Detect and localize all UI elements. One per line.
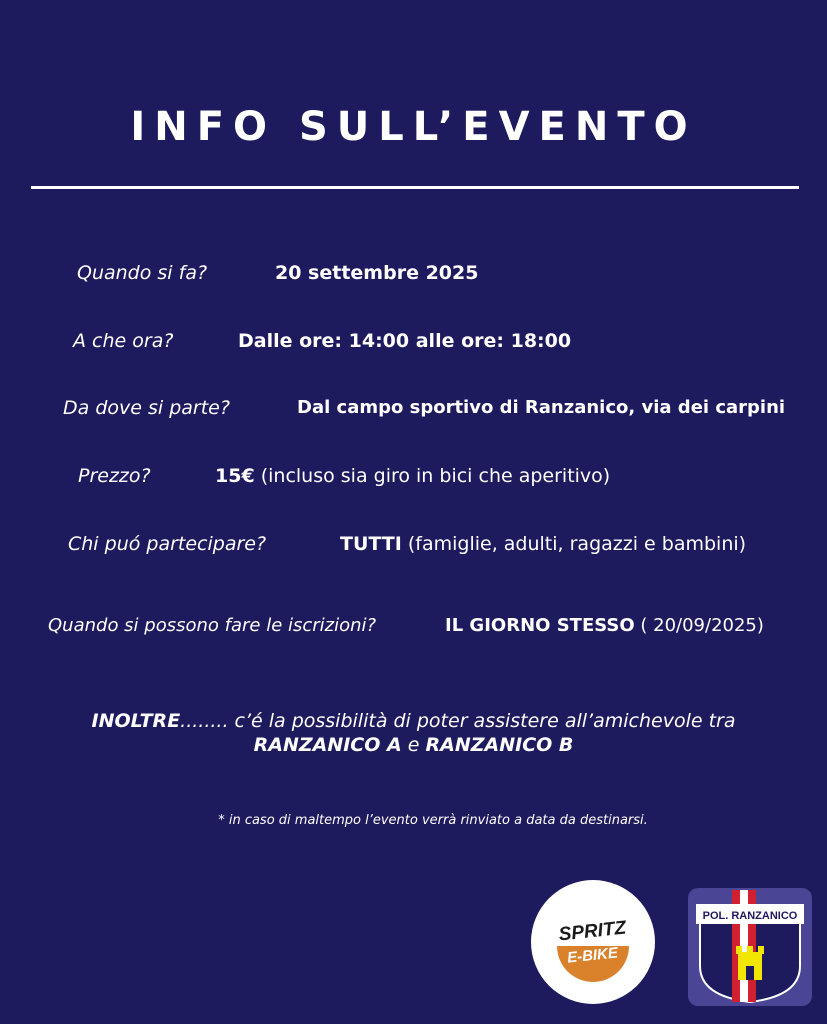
pol-ranzanico-crest bbox=[688, 888, 812, 1006]
title-divider bbox=[31, 186, 799, 189]
answer-price-bold: 15€ bbox=[215, 465, 255, 487]
answer-when bbox=[275, 262, 478, 284]
spritz-ebike-logo bbox=[531, 880, 655, 1004]
question-registration: Quando si possono fare le iscrizioni? bbox=[48, 615, 377, 636]
crest-text: POL. RANZANICO bbox=[702, 910, 798, 922]
answer-time-bold: Dalle ore: 14:00 alle ore: 18:00 bbox=[238, 330, 572, 352]
answer-who bbox=[340, 533, 746, 555]
team-connector: e bbox=[401, 734, 426, 756]
answer-registration-rest: ( 20/09/2025) bbox=[634, 615, 764, 636]
answer-start-bold: Dal campo sportivo di Ranzanico, via dei carpini bbox=[297, 397, 786, 418]
ebike-word: E-BIKE bbox=[566, 944, 619, 967]
extra-lead: INOLTRE bbox=[91, 710, 181, 732]
answer-who-rest: (famiglie, adulti, ragazzi e bambini) bbox=[401, 533, 747, 555]
ranzanico-crest-graphic bbox=[688, 888, 812, 1006]
extra-line-2 bbox=[0, 733, 827, 757]
answer-when-bold: 20 settembre 2025 bbox=[275, 262, 479, 284]
extra-info bbox=[0, 709, 827, 757]
extra-line-1 bbox=[0, 709, 827, 733]
question-when: Quando si fa? bbox=[77, 262, 208, 284]
team-b: RANZANICO B bbox=[425, 734, 574, 756]
answer-who-bold: TUTTI bbox=[340, 533, 402, 555]
answer-start bbox=[297, 397, 785, 418]
answer-registration bbox=[445, 615, 764, 636]
question-time: A che ora? bbox=[73, 330, 174, 352]
team-a: RANZANICO A bbox=[253, 734, 402, 756]
tower-icon bbox=[736, 946, 764, 980]
answer-price bbox=[215, 465, 610, 487]
question-start: Da dove si parte? bbox=[63, 397, 230, 419]
page-title: INFO SULL’EVENTO bbox=[130, 104, 697, 150]
question-price: Prezzo? bbox=[78, 465, 151, 487]
spritz-word: SPRITZ bbox=[557, 917, 628, 946]
question-who: Chi puó partecipare? bbox=[68, 533, 267, 555]
answer-registration-bold: IL GIORNO STESSO bbox=[445, 615, 635, 636]
spritz-logo-graphic bbox=[531, 880, 655, 1004]
extra-text: ........ c’é la possibilità di poter assistere all’amichevole tra bbox=[180, 710, 736, 732]
answer-time bbox=[238, 330, 571, 352]
weather-note: * in caso di maltempo l’evento verrà rinviato a data da destinarsi. bbox=[218, 813, 648, 828]
answer-price-rest: (incluso sia giro in bici che aperitivo) bbox=[254, 465, 611, 487]
